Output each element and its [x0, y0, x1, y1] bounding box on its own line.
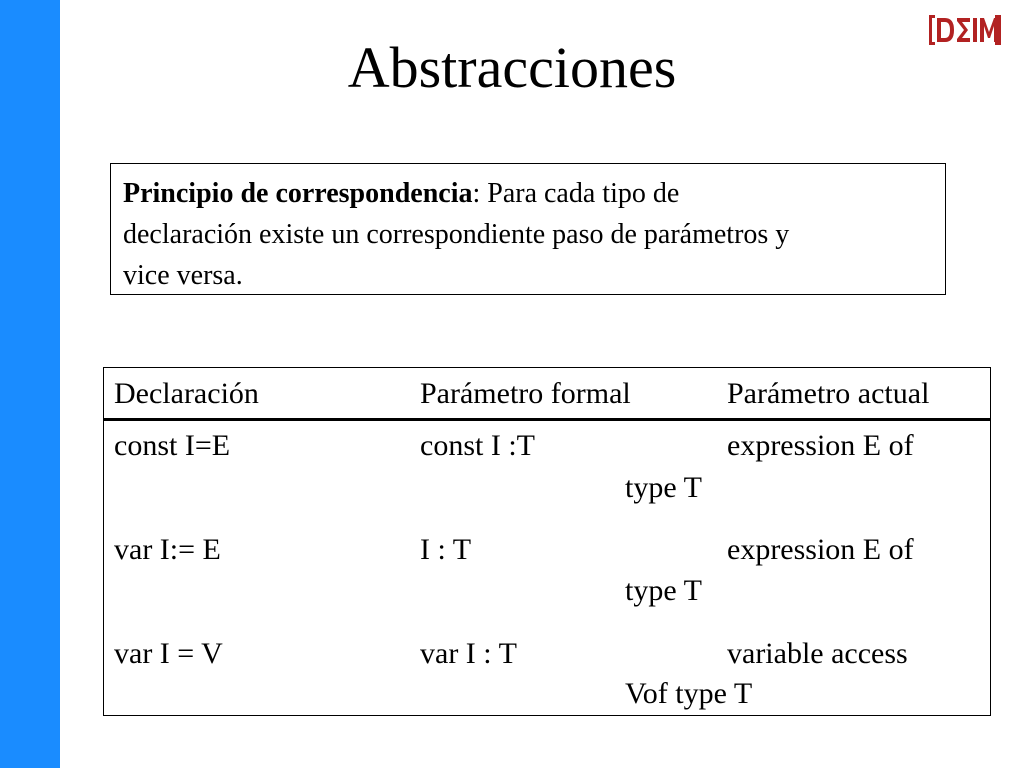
row1-formal: const I :T — [420, 429, 535, 462]
principle-text-line2: declaración existe un correspondiente paso de parámetros y — [123, 219, 790, 250]
row2-formal: I : T — [420, 533, 472, 566]
row2-declaration: var I:= E — [114, 533, 221, 566]
row3-formal: var I : T — [420, 637, 517, 670]
row1-declaration: const I=E — [114, 429, 231, 462]
header-parametro-actual: Parámetro actual — [727, 377, 930, 410]
header-declaracion: Declaración — [114, 377, 259, 410]
row2-actual-line2: type T — [625, 574, 702, 607]
row2-actual-line1: expression E of — [727, 533, 914, 566]
row1-actual-line2: type T — [625, 471, 702, 504]
row1-actual-line1: expression E of — [727, 429, 914, 462]
slide-title: Abstracciones — [347, 35, 677, 100]
row3-declaration: var I = V — [114, 637, 223, 670]
principle-box — [110, 163, 946, 295]
header-divider — [104, 418, 990, 421]
row3-actual-line2: Vof type T — [625, 677, 753, 710]
side-accent-bar — [0, 0, 60, 768]
row3-actual-line1: variable access — [727, 637, 908, 670]
principle-text-line3: vice versa. — [123, 260, 243, 291]
correspondence-table — [103, 367, 991, 716]
header-parametro-formal: Parámetro formal — [420, 377, 631, 410]
principle-term: Principio de correspondencia — [123, 178, 473, 209]
principle-text-line1: : Para cada tipo de — [472, 178, 680, 209]
